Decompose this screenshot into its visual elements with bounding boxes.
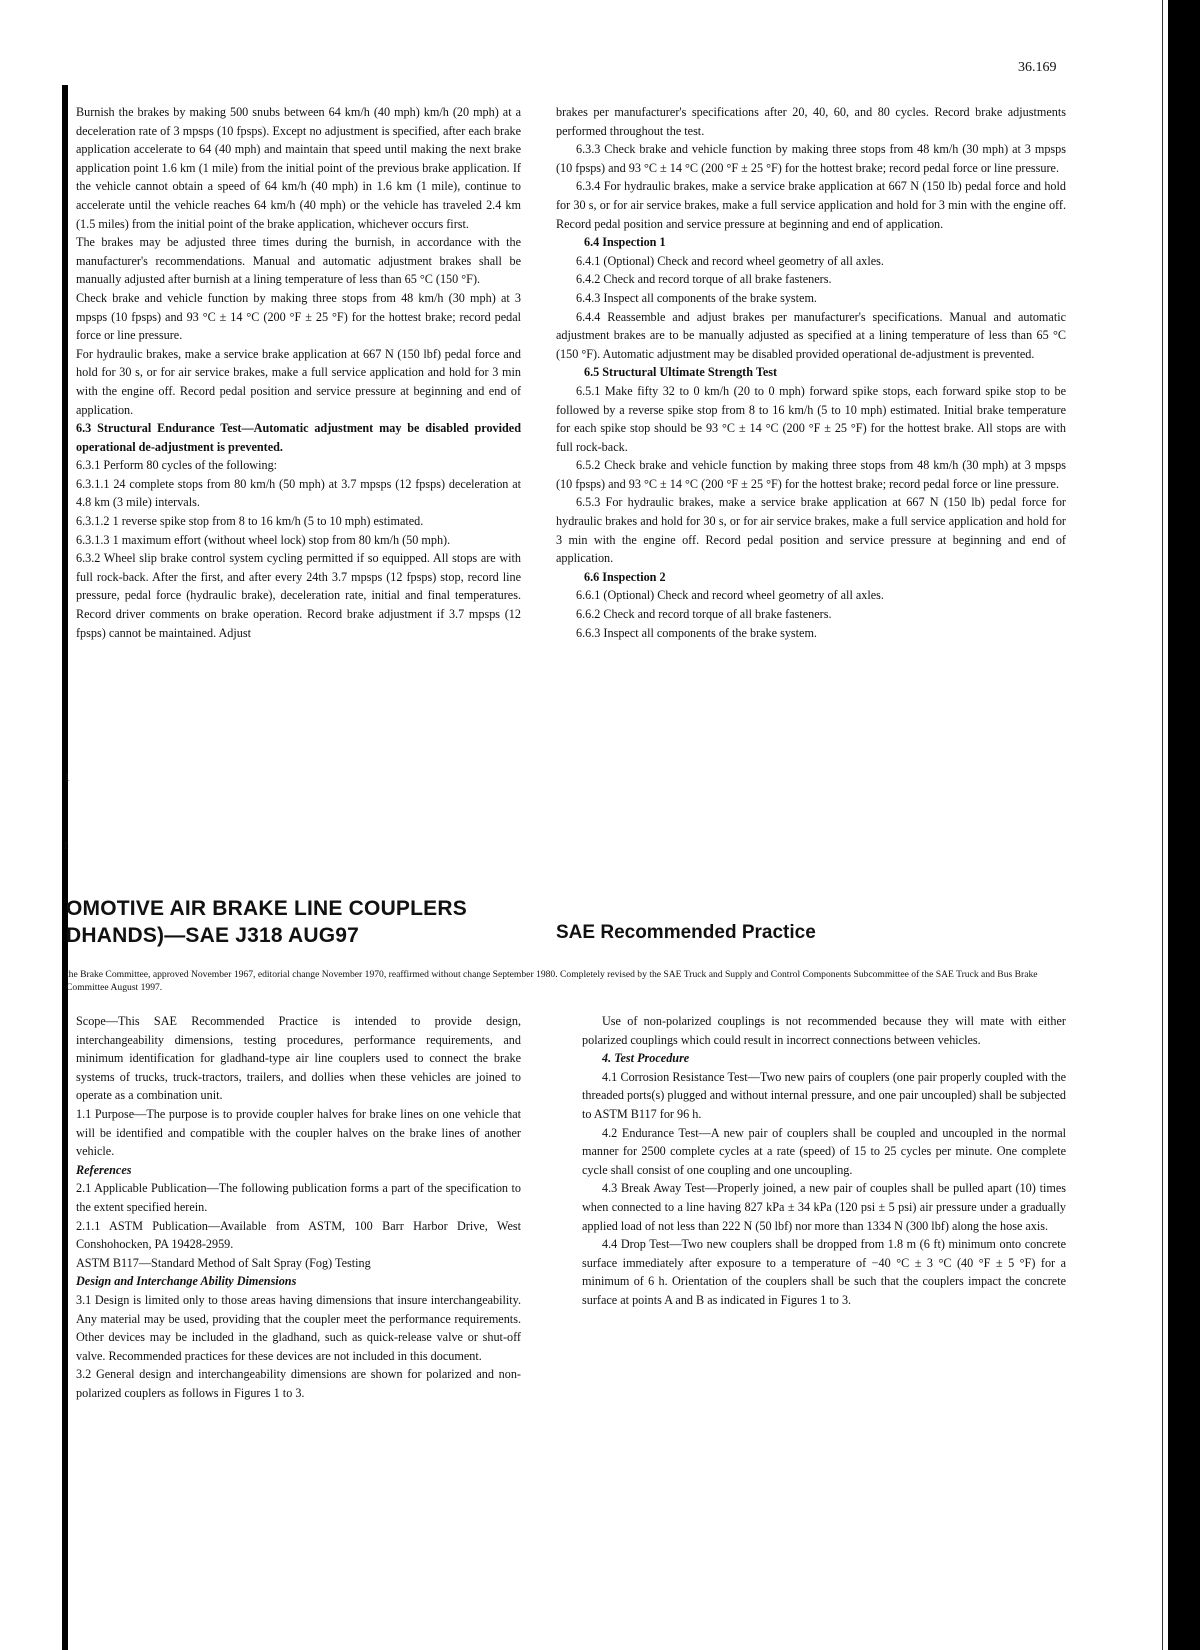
section-heading: References [76,1162,132,1177]
scan-margin-left [0,0,62,1650]
paragraph: 6.5.2 Check brake and vehicle function by making three stops from 48 km/h (30 mph) at 3 mpsps (10 fpsps) and 93 °C ± 14 °C (200 °F ± 25 °F) for the hottest brake; record pedal force or line pressure. [556,458,1066,491]
paragraph: 6.4.2 Check and record torque of all brake fasteners. [576,272,832,287]
paragraph: Use of non-polarized couplings is not recommended because they will mate with either polarized couplings which could result in incorrect connections between vehicles. [582,1014,1066,1047]
section-heading: 6.5 Structural Ultimate Strength Test [584,365,778,380]
paragraph: 2.1.1 ASTM Publication—Available from ASTM, 100 Barr Harbor Drive, West Conshohocken, PA 19428-2959. [76,1218,521,1252]
paragraph: Burnish the brakes by making 500 snubs between 64 km/h (40 mph) km/h (20 mph) at a deceleration rate of 3 mpsps (10 fpsps). Except no adjustment is specified, after each brake application accelerate to 64 (40 mph) and maintain that speed until making the next brake application point 1.6 km (1 mile) from the initial point of the previous brake application. If the vehicle cannot obtain a speed of 64 km/h (40 mph) in 1.6 km (1 mile), continue to accelerate until the vehicle reaches 64 km/h (40 mph) or the vehicle has traveled 2.4 km (1.5 miles) from the initial point of the brake application, whichever occurs first. [76,105,521,231]
margin-mark: 1 [64,770,70,784]
paragraph: 4.2 Endurance Test—A new pair of couplers shall be coupled and uncoupled in the normal manner for 2500 complete cycles at a rate (speed) of 15 to 25 cycles per minute. One complete cycle shall consist of one coupling and one uncoupling. [582,1125,1066,1177]
paragraph: For hydraulic brakes, make a service brake application at 667 N (150 lbf) pedal force and hold for 30 s, or for air service brakes, make a full service application and hold for 3 min with the engine off. Record pedal position and service pressure at beginning and end of application. [76,346,521,417]
paragraph: 6.3.2 Wheel slip brake control system cycling permitted if so equipped. All stops are with full rock-back. After the first, and after every 24th 3.7 mpsps (12 fpsps) stop, record line pressure, pedal force (hydraulic brake), deceleration rate, initial and final temperatures. Record driver comments on brake operation. Record brake adjustment if 3.7 mpsps (12 fpsps) cannot be maintained. Adjust [76,551,521,640]
section-heading: Design and Interchange Ability Dimensions [76,1274,297,1289]
bottom-left-column [66,1012,521,1402]
paragraph: 6.3.1.1 24 complete stops from 80 km/h (50 mph) at 3.7 mpsps (12 fpsps) deceleration at 4.8 km (3 mile) intervals. [76,476,521,510]
title-line: DHANDS)—SAE J318 AUG97 [66,924,360,947]
paragraph: 6.3.4 For hydraulic brakes, make a service brake application at 667 N (150 lb) pedal force and hold for 30 s, or for air service brakes, make a full service application and hold for 3 min with the engine off. Record pedal position and service pressure at beginning and end of application. [556,179,1066,231]
paragraph: 6.6.2 Check and record torque of all brake fasteners. [576,607,832,622]
margin-mark: f [64,838,68,852]
paragraph: 1.1 Purpose—The purpose is to provide coupler halves for brake lines on one vehicle that will be identified and compatible with the coupler halves on the brake lines of another vehicle. [76,1106,521,1159]
paragraph: 6.3.3 Check brake and vehicle function by making three stops from 48 km/h (30 mph) at 3 mpsps (10 fpsps) and 93 °C ± 14 °C (200 °F ± 25 °F) for the hottest brake; record pedal force or line pressure. [556,142,1066,175]
paragraph: 4.4 Drop Test—Two new couplers shall be dropped from 1.8 m (6 ft) minimum onto concrete surface immediately after exposure to a temperature of −40 °C ± 3 °C (40 °F ± 5 °F) for a minimum of 6 h. Orientation of the couplers shall be such that the couplers impact the concrete surface at points A and B as indicated in Figures 1 to 3. [582,1237,1066,1307]
paragraph: ASTM B117—Standard Method of Salt Spray (Fog) Testing [76,1255,371,1270]
section-heading: 6.3 Structural Endurance Test—Automatic adjustment may be disabled provided operational de-adjustment is prevented. [76,421,521,454]
paragraph: 6.5.1 Make fifty 32 to 0 km/h (20 to 0 mph) forward spike stops, each forward spike stop to be followed by a reverse spike stop from 8 to 16 km/h (5 to 10 mph) estimated. Initial brake temperature for each spike stop should be 93 °C ± 14 °C (200 °F ± 25 °F) for the hottest brake. All stops are with full rock-back. [556,383,1066,454]
section-heading: 6.4 Inspection 1 [584,235,666,250]
paragraph: The brakes may be adjusted three times during the burnish, in accordance with the manufacturer's recommendations. Manual and automatic adjustment brakes shall be manually adjusted after burnish at a lining temperature of less than 65 °C (150 °F). [76,235,521,287]
paragraph: 4.3 Break Away Test—Properly joined, a new pair of couples shall be pulled apart (10) times when connected to a line having 827 kPa ± 34 kPa (120 psi ± 5 psi) air pressure under a gradually applied load of not less than 222 N (50 lbf) nor more than 1334 N (300 lbf) along the hose axis. [582,1181,1066,1233]
paragraph: 4.1 Corrosion Resistance Test—Two new pairs of couplers (one pair properly coupled with the threaded ports(s) plugged and without internal pressure, and one pair uncoupled) shall be subjected to ASTM B117 for 96 h. [582,1069,1066,1121]
paragraph: 6.3.1 Perform 80 cycles of the following: [76,458,278,473]
paragraph: 6.6.1 (Optional) Check and record wheel geometry of all axles. [576,588,884,603]
paragraph: 6.6.3 Inspect all components of the brake system. [576,625,817,640]
paragraph: Scope—This SAE Recommended Practice is intended to provide design, interchangeability dimensions, testing procedures, performance requirements, and minimum identification for gladhand-type air line couplers used to connect the brake systems of trucks, truck-tractors, trailers, and dollies when these vehicles are joined to operate as a combination unit. [76,1014,521,1103]
top-right-column [556,103,1066,642]
paragraph: 6.4.4 Reassemble and adjust brakes per manufacturer's specifications. Manual and automatic adjustment brakes are to be manually adjusted as specified at a lining temperature of less than 65 °C (150 °F). Automatic adjustment may be disabled provided operational de-adjustment is prevented. [556,309,1066,361]
paragraph: 3.2 General design and interchangeability dimensions are shown for polarized and non-polarized couplers as follows in Figures 1 to 3. [76,1367,521,1400]
section-heading: 6.6 Inspection 2 [584,569,666,584]
paragraph: 6.4.1 (Optional) Check and record wheel geometry of all axles. [576,253,884,268]
title-line: OMOTIVE AIR BRAKE LINE COUPLERS [66,897,467,920]
page-number: 36.169 [1018,60,1057,75]
paragraph: 6.3.1.2 1 reverse spike stop from 8 to 16 km/h (5 to 10 mph) estimated. [76,514,424,529]
paragraph: 6.3.1.3 1 maximum effort (without wheel lock) stop from 80 km/h (50 mph). [76,532,451,547]
paragraph: 6.4.3 Inspect all components of the brake system. [576,290,817,305]
paragraph: 2.1 Applicable Publication—The following publication forms a part of the specification to the extent specified herein. [76,1181,521,1214]
bottom-right-column [582,1012,1066,1310]
document-type: SAE Recommended Practice [556,922,816,943]
top-left-column [66,103,521,642]
paragraph: brakes per manufacturer's specifications after 20, 40, 60, and 80 cycles. Record brake adjustments performed throughout the test. [556,105,1066,138]
foreword-note: the Brake Committee, approved November 1967, editorial change November 1970, reaffirmed without change September 1980. Completely revised by the SAE Truck and Supply and Control Components Subcommittee of the SAE Truck and Bus Brake Committee August 1997. [66,969,1038,993]
paragraph: 3.1 Design is limited only to those areas having dimensions that insure interchangeability. Any material may be used, providing that the coupler meet the performance requirements. Other devices may be included in the gladhand, such as quick-release valve or shut-off valve. Recommended practices for these devices are not included in this document. [76,1292,521,1363]
paragraph: Check brake and vehicle function by making three stops from 48 km/h (30 mph) at 3 mpsps (10 fpsps) and 93 °C ± 14 °C (200 °F ± 25 °F) for the hottest brake; record pedal force or line pressure. [76,290,521,343]
paragraph: 6.5.3 For hydraulic brakes, make a service brake application at 667 N (150 lb) pedal force for hydraulic brakes and hold for 30 s, or for air service brakes, make a full service application and hold for 3 min with the engine off. Record pedal position and service pressure at beginning and end of application. [556,495,1066,566]
section-heading: 4. Test Procedure [602,1051,690,1066]
scan-margin-right [1168,0,1200,1650]
